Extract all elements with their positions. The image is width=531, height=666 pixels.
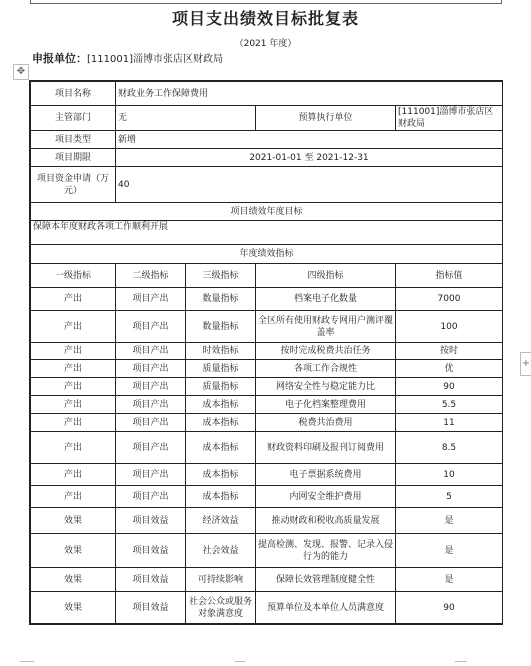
row-level2: 项目效益 xyxy=(116,568,186,592)
row-value: 5 xyxy=(396,486,503,508)
row-value: 按时 xyxy=(396,343,503,360)
row-level3: 质量指标 xyxy=(186,360,256,378)
col-header-1: 一级指标 xyxy=(31,264,116,288)
reporting-unit xyxy=(32,50,223,66)
row-level3: 成本指标 xyxy=(186,414,256,432)
row-level3: 时效指标 xyxy=(186,343,256,360)
table-row xyxy=(31,568,503,592)
row-level1: 产出 xyxy=(31,288,116,311)
plus-icon[interactable]: + xyxy=(520,352,531,376)
row-level3: 社会效益 xyxy=(186,534,256,568)
table-row xyxy=(31,396,503,414)
row-level2: 项目产出 xyxy=(116,464,186,486)
table-row xyxy=(31,311,503,343)
row-level4: 全区所有使用财政专网用户测评覆盖率 xyxy=(256,311,396,343)
row-value: 是 xyxy=(396,568,503,592)
reporting-unit-value: [111001]淄博市张店区财政局 xyxy=(87,54,223,65)
row-level4: 税费共治费用 xyxy=(256,414,396,432)
row-level1: 产出 xyxy=(31,432,116,464)
row-level4: 预算单位及本单位人员满意度 xyxy=(256,592,396,624)
row-level3: 成本指标 xyxy=(186,464,256,486)
row-value: 100 xyxy=(396,311,503,343)
row-value: 90 xyxy=(396,378,503,396)
approval-table xyxy=(29,80,503,625)
period-label: 项目期限 xyxy=(31,149,116,167)
row-level4: 档案电子化数量 xyxy=(256,288,396,311)
dept-label: 主管部门 xyxy=(31,106,116,131)
table-row xyxy=(31,343,503,360)
page-bottom-edge xyxy=(0,658,531,666)
table-row xyxy=(31,432,503,464)
row-level1: 效果 xyxy=(31,568,116,592)
row-value: 是 xyxy=(396,534,503,568)
row-value: 7000 xyxy=(396,288,503,311)
row-value: 5.5 xyxy=(396,396,503,414)
table-row xyxy=(31,378,503,396)
indicators-header: 年度绩效指标 xyxy=(31,245,503,264)
row-value: 11 xyxy=(396,414,503,432)
row-level4: 财政资料印刷及报刊订阅费用 xyxy=(256,432,396,464)
row-value: 10 xyxy=(396,464,503,486)
row-value: 8.5 xyxy=(396,432,503,464)
annual-goal-text: 保障本年度财政各项工作顺利开展 xyxy=(31,221,503,245)
row-level3: 成本指标 xyxy=(186,432,256,464)
row-level2: 项目产出 xyxy=(116,396,186,414)
row-level1: 产出 xyxy=(31,396,116,414)
project-name-label: 项目名称 xyxy=(31,82,116,106)
row-level1: 产出 xyxy=(31,486,116,508)
row-level2: 项目产出 xyxy=(116,288,186,311)
row-level2: 项目产出 xyxy=(116,343,186,360)
exec-unit-label: 预算执行单位 xyxy=(256,106,396,131)
top-border-fragment xyxy=(30,0,502,4)
row-level3: 可持续影响 xyxy=(186,568,256,592)
move-icon[interactable]: ✥ xyxy=(13,64,29,80)
row-level3: 社会公众或服务对象满意度 xyxy=(186,592,256,624)
table-row xyxy=(31,288,503,311)
row-level2: 项目产出 xyxy=(116,360,186,378)
row-level4: 网络安全性与稳定能力比 xyxy=(256,378,396,396)
table-row xyxy=(31,414,503,432)
table-row xyxy=(31,464,503,486)
table-row xyxy=(31,360,503,378)
row-level3: 数量指标 xyxy=(186,288,256,311)
row-level1: 效果 xyxy=(31,592,116,624)
row-level3: 数量指标 xyxy=(186,311,256,343)
row-level2: 项目产出 xyxy=(116,311,186,343)
row-level1: 产出 xyxy=(31,343,116,360)
row-level2: 项目产出 xyxy=(116,378,186,396)
type-value: 新增 xyxy=(116,131,503,149)
row-level4: 电子票据系统费用 xyxy=(256,464,396,486)
row-level3: 经济效益 xyxy=(186,508,256,534)
table-row xyxy=(31,592,503,624)
row-value: 是 xyxy=(396,508,503,534)
table-row xyxy=(31,508,503,534)
dept-value: 无 xyxy=(116,106,256,131)
reporting-unit-label: 申报单位： xyxy=(32,52,87,65)
row-level1: 效果 xyxy=(31,508,116,534)
row-level2: 项目效益 xyxy=(116,592,186,624)
table-row xyxy=(31,486,503,508)
row-level2: 项目产出 xyxy=(116,432,186,464)
col-header-4: 四级指标 xyxy=(256,264,396,288)
fund-value: 40 xyxy=(116,167,503,203)
row-level1: 产出 xyxy=(31,414,116,432)
row-level4: 各项工作合规性 xyxy=(256,360,396,378)
row-value: 优 xyxy=(396,360,503,378)
col-header-5: 指标值 xyxy=(396,264,503,288)
row-level4: 内网安全维护费用 xyxy=(256,486,396,508)
row-level4: 推动财政和税收高质量发展 xyxy=(256,508,396,534)
row-level1: 产出 xyxy=(31,360,116,378)
col-header-2: 二级指标 xyxy=(116,264,186,288)
row-level1: 产出 xyxy=(31,464,116,486)
row-value: 90 xyxy=(396,592,503,624)
row-level3: 成本指标 xyxy=(186,396,256,414)
row-level2: 项目产出 xyxy=(116,414,186,432)
project-name-value: 财政业务工作保障费用 xyxy=(116,82,503,106)
row-level2: 项目产出 xyxy=(116,486,186,508)
row-level1: 产出 xyxy=(31,378,116,396)
row-level3: 成本指标 xyxy=(186,486,256,508)
type-label: 项目类型 xyxy=(31,131,116,149)
row-level4: 电子化档案整理费用 xyxy=(256,396,396,414)
period-value: 2021-01-01 至 2021-12-31 xyxy=(116,149,503,167)
col-header-3: 三级指标 xyxy=(186,264,256,288)
year-label: （2021 年度） xyxy=(234,39,297,49)
page-title: 项目支出绩效目标批复表 xyxy=(171,9,359,28)
exec-unit-value: [111001]淄博市张店区财政局 xyxy=(396,106,503,131)
table-row xyxy=(31,534,503,568)
row-level3: 质量指标 xyxy=(186,378,256,396)
row-level1: 效果 xyxy=(31,534,116,568)
annual-goal-header: 项目绩效年度目标 xyxy=(31,203,503,221)
row-level4: 保障长效管理制度健全性 xyxy=(256,568,396,592)
row-level1: 产出 xyxy=(31,311,116,343)
fund-label: 项目资金申请（万元） xyxy=(31,167,116,203)
row-level4: 提高检测、发现、报警、记录入侵行为的能力 xyxy=(256,534,396,568)
row-level4: 按时完成税费共治任务 xyxy=(256,343,396,360)
row-level2: 项目效益 xyxy=(116,508,186,534)
row-level2: 项目效益 xyxy=(116,534,186,568)
